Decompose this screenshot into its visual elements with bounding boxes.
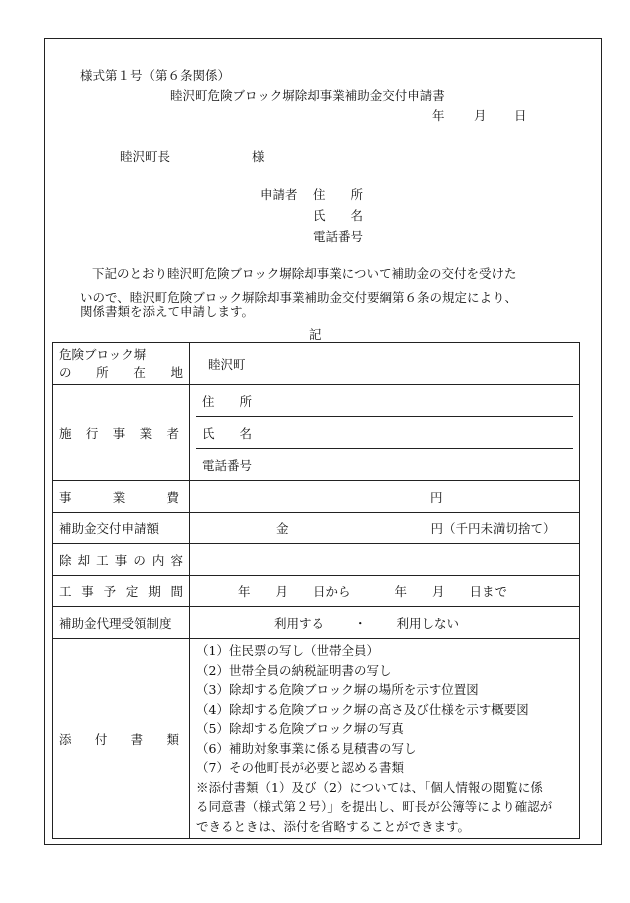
proxy-not-use-option[interactable]: 利用しない [396,615,460,631]
contractor-address-label: 住 所 [202,393,253,409]
demolition-label [53,544,190,576]
demolition-label-char: の [133,552,146,568]
row-location [53,343,580,385]
row-subsidy [53,513,580,544]
row-attachments [53,639,580,839]
location-label [53,343,190,385]
period-label-char: 定 [125,584,139,599]
date-month: 月 [474,108,487,123]
attachments-label-char: 添 [59,731,72,747]
location-value-cell[interactable] [190,343,580,385]
period-start: 年 月 日から [238,584,351,599]
proxy-separator: ・ [354,615,367,631]
form-title: 睦沢町危険ブロック塀除却事業補助金交付申請書 [170,88,445,103]
contractor-label-char: 者 [166,425,179,441]
demolition-label-char: 却 [77,552,91,568]
form-number: 様式第１号（第６条関係） [80,68,231,83]
location-label-char: の [59,364,72,380]
location-label-line2 [59,364,183,382]
applicant-address-label: 住 所 [313,187,364,202]
body-line-2: いので、睦沢町危険ブロック塀除却事業補助金交付要綱第６条の規定により、 [80,290,518,305]
subsidy-prefix: 金 [276,521,289,536]
location-value: 睦沢町 [208,356,246,372]
period-label-char: 期 [148,584,161,599]
application-table [52,342,580,839]
attachments-label [53,639,190,839]
attachment-item-1: （1）住民票の写し（世帯全員） [196,643,379,658]
demolition-label-char: 内 [151,552,165,568]
proxy-value-cell [190,607,580,639]
addressee-honorific: 様 [252,149,265,164]
cost-label [53,481,190,513]
attachment-note-line1: ※添付書類（1）及び（2）については、「個人情報の閲覧に係 [196,779,543,795]
cost-label-char: 事 [59,489,72,505]
contractor-label-char: 業 [139,425,153,441]
attachments-label-char: 付 [94,731,108,747]
applicant-label: 申請者 [260,187,298,202]
contractor-phone-label: 電話番号 [202,457,253,473]
attachment-item-2: （2）世帯全員の納税証明書の写し [196,662,392,678]
period-label-char: 予 [103,584,117,599]
subsidy-unit: 円（千円未満切捨て） [430,521,556,536]
row-contractor [53,385,580,481]
cost-value-cell[interactable] [190,481,580,513]
attachments-list [190,639,580,839]
proxy-use-option[interactable]: 利用する [274,615,325,631]
location-label-line1 [59,346,183,364]
contractor-label-char: 施 [59,425,72,441]
attachments-label-char: 類 [166,731,179,747]
body-line-1: 下記のとおり睦沢町危険ブロック塀除却事業について補助金の交付を受けた [92,266,517,281]
contractor-label-char: 行 [85,425,99,441]
date-year: 年 [432,108,445,123]
demolition-label-char: 事 [114,552,128,568]
applicant-phone-label: 電話番号 [313,229,364,244]
subsidy-label-text: 補助金交付申請額 [59,521,160,536]
row-cost [53,481,580,513]
location-label-text1: 危険ブロック塀 [59,346,147,362]
demolition-label-char: 容 [170,552,183,568]
location-label-char: 在 [133,364,146,380]
addressee-name: 睦沢町長 [120,149,171,164]
period-end: 年 月 日まで [394,584,508,599]
cost-unit: 円 [430,489,443,505]
location-label-char: 地 [170,364,183,380]
demolition-label-char: 除 [59,552,72,568]
contractor-phone-field[interactable] [196,449,573,480]
demolition-label-char: 工 [96,552,109,568]
attachment-item-7: （7）その他町長が必要と認める書類 [196,760,404,775]
period-label-char: 事 [81,584,94,599]
period-value-cell[interactable] [190,576,580,607]
attachments-label-char: 書 [130,731,144,747]
contractor-name-label: 氏 名 [202,425,253,441]
contractor-label [53,385,190,481]
contractor-name-field[interactable] [196,417,573,449]
attachment-item-4: （4）除却する危険ブロック塀の高さ及び仕様を示す概要図 [196,701,529,717]
attachment-note-line2: る同意書（様式第２号）」を提出し、町長が公簿等により確認が [196,799,553,814]
contractor-address-field[interactable] [196,385,573,417]
period-label-char: 間 [170,584,183,599]
date-day: 日 [514,108,527,123]
subsidy-value-cell[interactable] [190,513,580,544]
cost-label-char: 業 [112,489,126,505]
row-proxy [53,607,580,639]
applicant-name-label: 氏 名 [313,208,364,223]
row-demolition [53,544,580,576]
attachment-note-line3: できるときは、添付を省略することができます。 [196,818,471,834]
period-label [53,576,190,607]
location-label-char: 所 [96,364,109,380]
contractor-label-char: 事 [112,425,126,441]
period-label-char: 工 [59,584,72,599]
ki-mark: 記 [309,327,322,342]
attachment-item-6: （6）補助対象事業に係る見積書の写し [196,740,417,756]
proxy-label-text: 補助金代理受領制度 [59,615,172,631]
attachment-item-3: （3）除却する危険ブロック塀の場所を示す位置図 [196,682,479,697]
demolition-value-cell[interactable] [190,544,580,576]
contractor-fields [190,385,580,481]
proxy-label [53,607,190,639]
row-period [53,576,580,607]
body-line-3: 関係書類を添えて申請します。 [80,304,255,319]
attachment-item-5: （5）除却する危険ブロック塀の写真 [196,721,404,736]
subsidy-label [53,513,190,544]
cost-label-char: 費 [166,489,179,505]
